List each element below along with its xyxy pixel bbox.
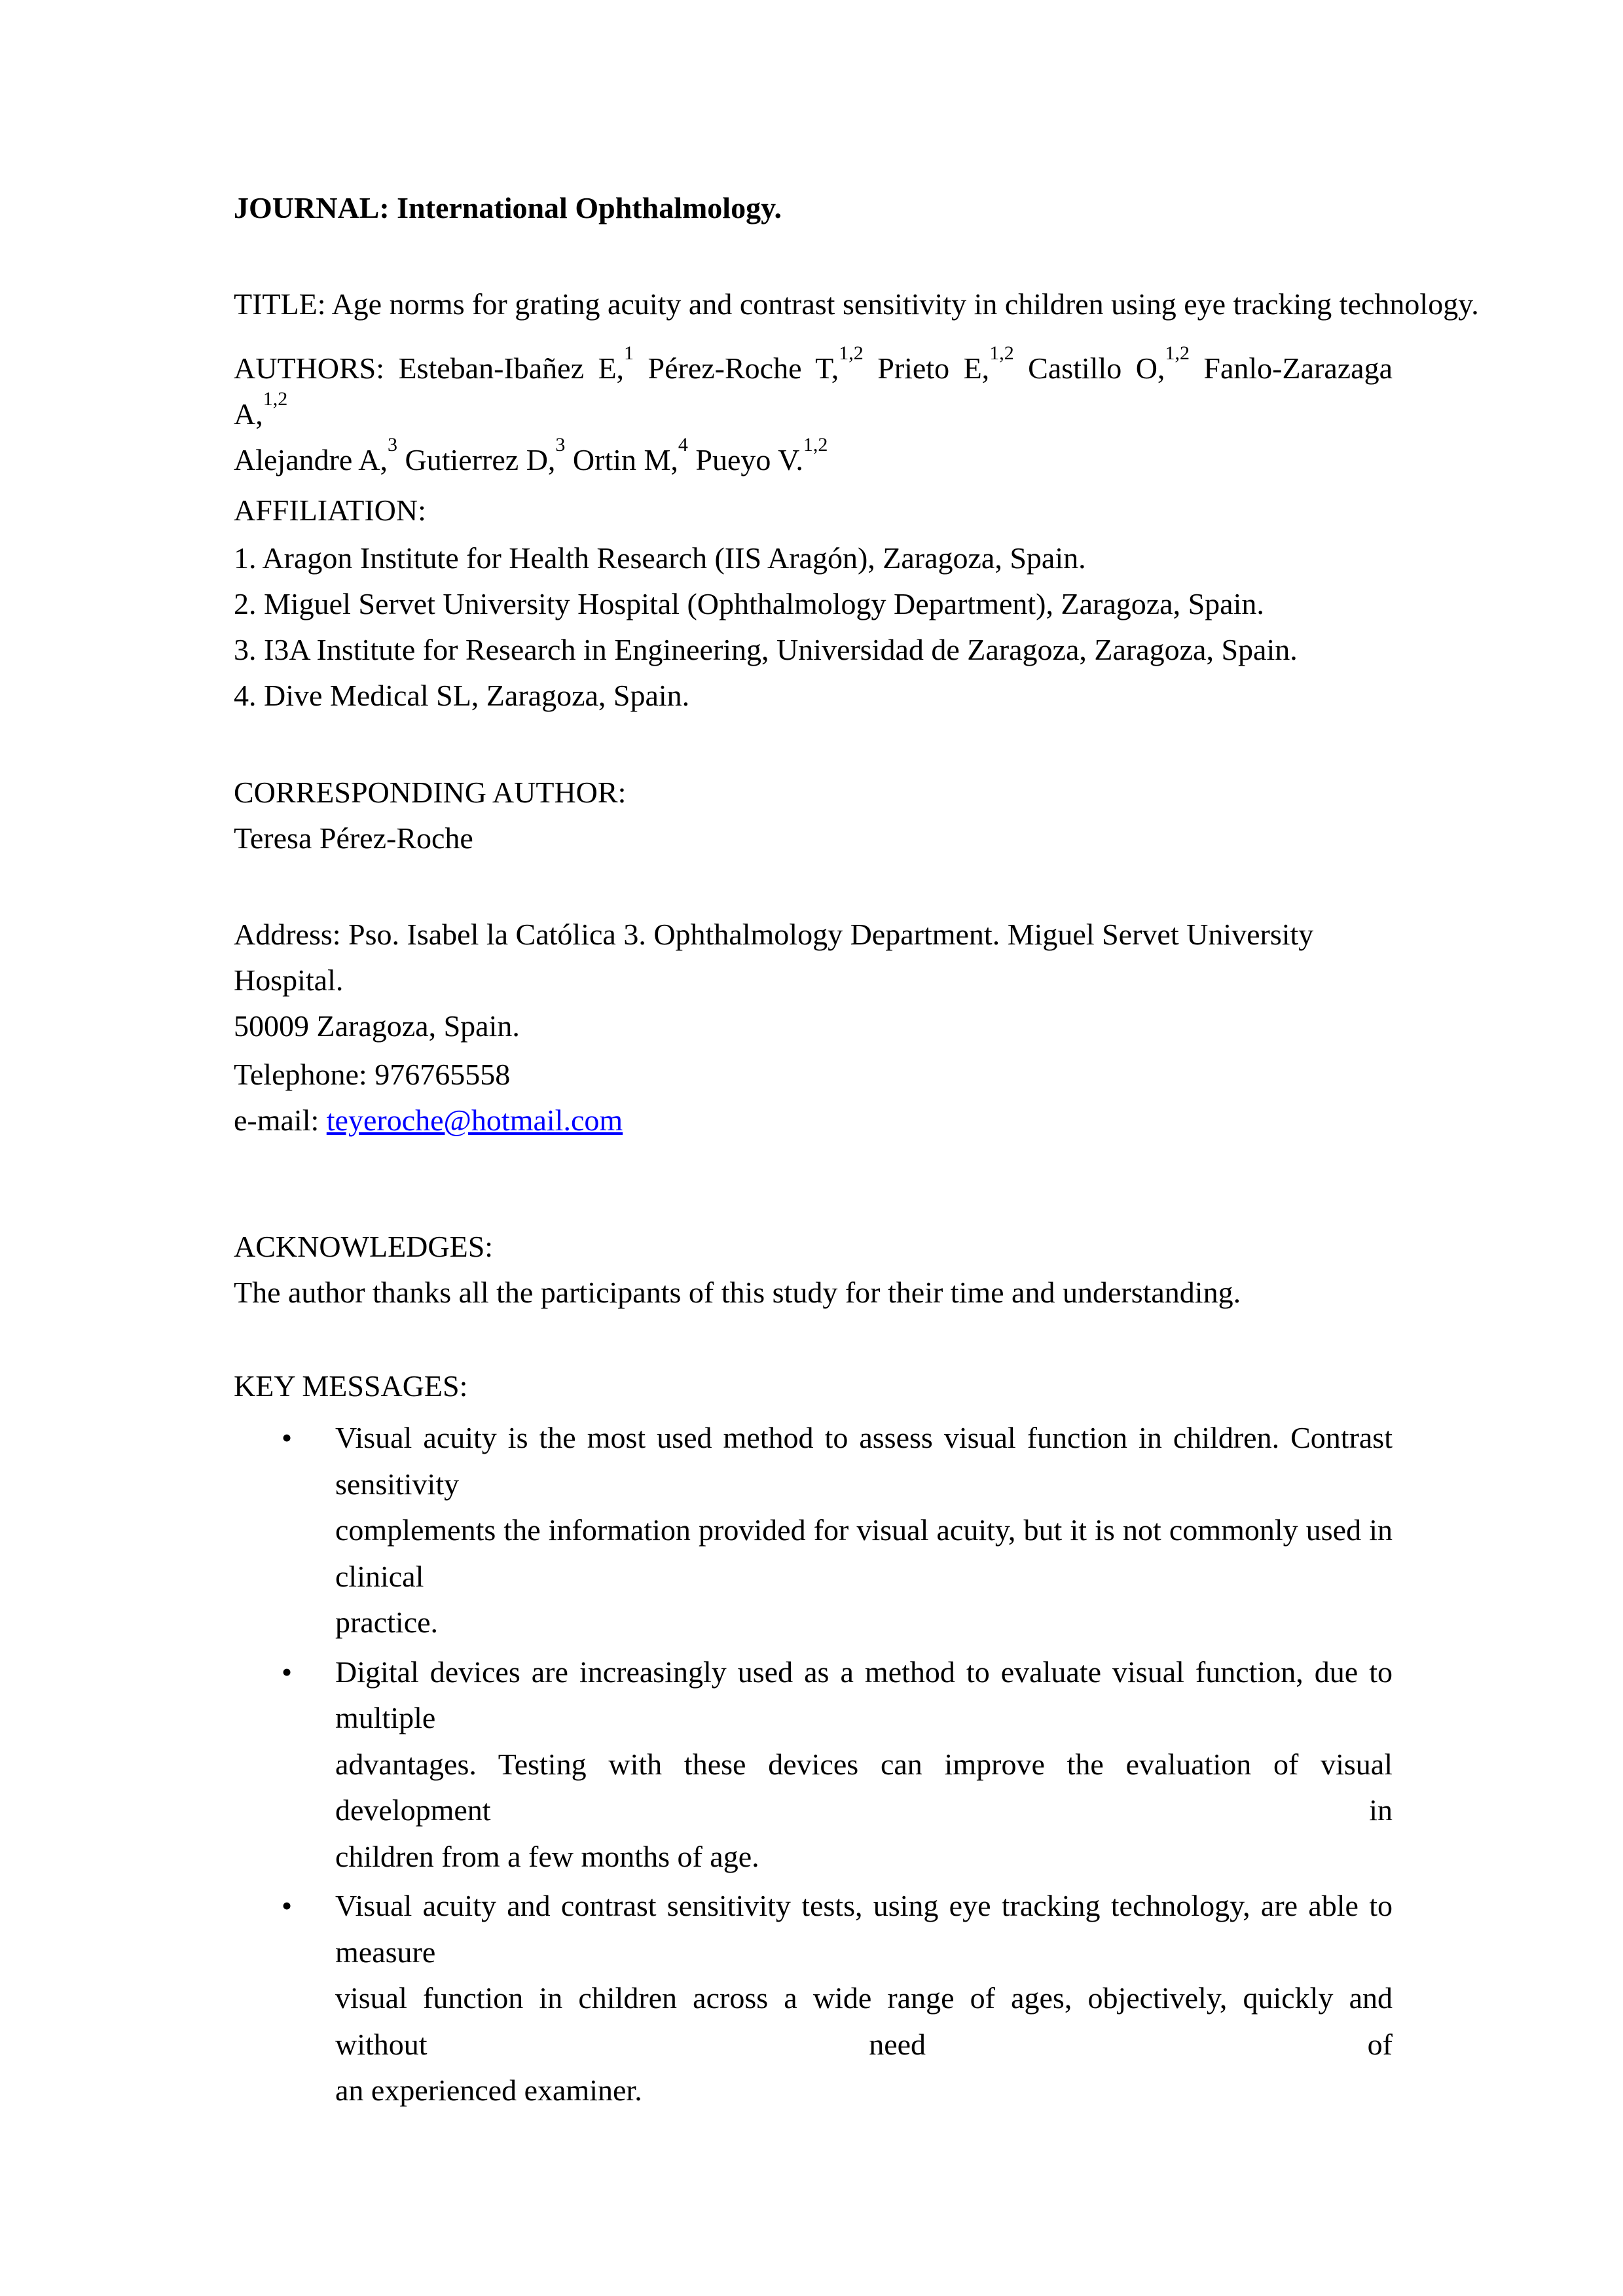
address-line-2: 50009 Zaragoza, Spain. xyxy=(234,1009,520,1043)
contact-section xyxy=(234,1052,1393,1143)
key-message-text-line: practice. xyxy=(335,1605,439,1639)
author-name: Pérez-Roche T, xyxy=(647,351,839,385)
corresponding-author-heading: CORRESPONDING AUTHOR: xyxy=(234,776,627,809)
author-affiliation-superscript: 1,2 xyxy=(839,342,864,365)
key-message-item xyxy=(234,1649,1393,1880)
key-message-text-line: advantages. Testing with these devices can improve the evaluation of visual development in xyxy=(335,1747,1393,1827)
bullet-icon: • xyxy=(282,1889,293,1922)
author-affiliation-superscript: 3 xyxy=(555,434,566,456)
email-link[interactable]: teyeroche@hotmail.com xyxy=(326,1103,623,1137)
key-message-text-line: visual function in children across a wide range of ages, objectively, quickly and without need of xyxy=(335,1981,1393,2061)
author-affiliation-superscript: 1 xyxy=(624,342,634,365)
bullet-icon: • xyxy=(282,1655,293,1689)
author-affiliation-superscript: 1,2 xyxy=(989,342,1014,365)
affiliation-item: 3. I3A Institute for Research in Engineering, Universidad de Zaragoza, Zaragoza, Spain. xyxy=(234,633,1298,666)
author-affiliation-superscript: 3 xyxy=(388,434,398,456)
key-message-text-line: Visual acuity is the most used method to assess visual function in children. Contrast sensitivity xyxy=(335,1421,1393,1501)
affiliation-item: 2. Miguel Servet University Hospital (Ophthalmology Department), Zaragoza, Spain. xyxy=(234,587,1264,620)
authors-paragraph xyxy=(234,342,1393,483)
author-name: Alejandre A, xyxy=(234,443,388,476)
author-name: Esteban-Ibañez E, xyxy=(398,351,625,385)
key-message-item xyxy=(234,1883,1393,2114)
email-label: e-mail: xyxy=(234,1103,319,1137)
author-name: Prieto E, xyxy=(877,351,990,385)
email-line xyxy=(234,1098,1393,1143)
key-messages-list xyxy=(234,1415,1393,2117)
author-name: Castillo O, xyxy=(1028,351,1165,385)
paper-title: TITLE: Age norms for grating acuity and contrast sensitivity in children using eye tracking technology. xyxy=(234,287,1479,321)
journal-heading: JOURNAL: International Ophthalmology. xyxy=(234,191,782,224)
authors-line-1 xyxy=(234,342,1393,437)
key-message-text-line: Visual acuity and contrast sensitivity tests, using eye tracking technology, are able to measure xyxy=(335,1889,1393,1969)
address-section xyxy=(234,912,1393,1049)
author-name: Fanlo-Zarazaga A, xyxy=(234,351,1393,431)
address-line-1: Address: Pso. Isabel la Católica 3. Ophthalmology Department. Miguel Servet University Hospital. xyxy=(234,918,1314,997)
key-message-text-line: an experienced examiner. xyxy=(335,2073,642,2107)
bullet-icon: • xyxy=(282,1421,293,1454)
authors-line-2 xyxy=(234,434,1393,483)
acknowledges-section xyxy=(234,1224,1393,1316)
key-message-text-line: Digital devices are increasingly used as a method to evaluate visual function, due to multiple xyxy=(335,1655,1393,1734)
authors-label: AUTHORS: xyxy=(234,351,385,385)
affiliation-item: 4. Dive Medical SL, Zaragoza, Spain. xyxy=(234,679,690,712)
key-messages-heading: KEY MESSAGES: xyxy=(234,1369,468,1403)
acknowledges-body: The author thanks all the participants of this study for their time and understanding. xyxy=(234,1276,1241,1309)
author-name: Gutierrez D, xyxy=(405,443,556,476)
key-message-text-line: complements the information provided for visual acuity, but it is not commonly used in clinical xyxy=(335,1513,1393,1593)
author-affiliation-superscript: 1,2 xyxy=(1165,342,1190,365)
corresponding-author-name: Teresa Pérez-Roche xyxy=(234,821,473,855)
corresponding-author-section xyxy=(234,770,1393,861)
affiliation-item: 1. Aragon Institute for Health Research (IIS Aragón), Zaragoza, Spain. xyxy=(234,541,1086,575)
author-affiliation-superscript: 1,2 xyxy=(263,388,288,410)
telephone-line: Telephone: 976765558 xyxy=(234,1058,511,1091)
author-affiliation-superscript: 1,2 xyxy=(803,434,828,456)
affiliation-heading: AFFILIATION: xyxy=(234,493,426,527)
author-affiliation-superscript: 4 xyxy=(678,434,688,456)
author-name: Ortin M, xyxy=(572,443,678,476)
author-name: Pueyo V. xyxy=(695,443,803,476)
key-message-item xyxy=(234,1415,1393,1646)
acknowledges-heading: ACKNOWLEDGES: xyxy=(234,1230,494,1263)
key-message-text-line: children from a few months of age. xyxy=(335,1839,759,1873)
affiliation-list xyxy=(234,535,1393,719)
